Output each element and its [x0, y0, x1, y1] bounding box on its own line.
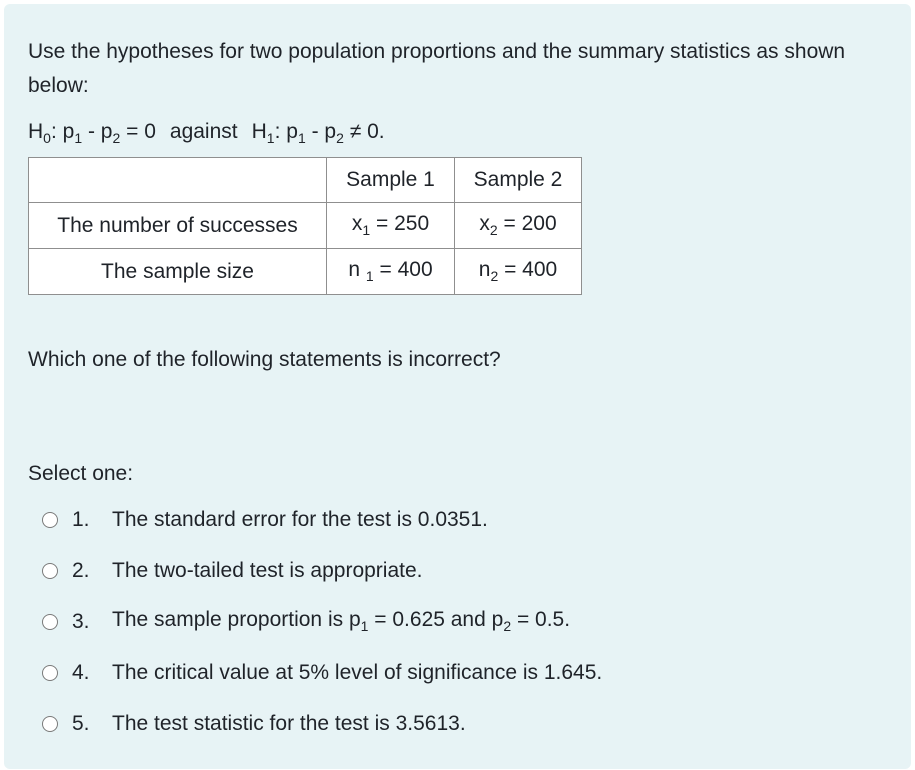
option-number: 4.: [72, 660, 90, 684]
h1-subscript: 1: [266, 130, 275, 147]
option-text[interactable]: The two-tailed test is appropriate.: [112, 558, 423, 582]
answer-option-2[interactable]: [42, 545, 842, 596]
option-subscript: 2: [503, 618, 512, 635]
option-number: 2.: [72, 558, 90, 582]
option-text-part: = 0.625 and p: [368, 608, 504, 632]
table-cell: [455, 249, 582, 295]
cell-subscript: 1: [362, 222, 371, 239]
summary-statistics-table: [28, 157, 582, 295]
table-header-cell: Sample 2: [455, 158, 582, 203]
table-header-row: [29, 158, 582, 203]
cell-value: = 400: [373, 258, 433, 282]
h0-text: : p: [50, 120, 75, 143]
cell-value: = 250: [370, 212, 430, 236]
h1-text: ≠ 0.: [343, 120, 385, 143]
table-row: [29, 203, 582, 249]
option-text[interactable]: [112, 608, 570, 634]
table-header-cell: Sample 1: [327, 158, 455, 203]
cell-subscript: 2: [490, 268, 499, 285]
cell-value: = 200: [497, 212, 557, 236]
question-card: [4, 4, 911, 769]
h0-text: = 0: [120, 120, 156, 143]
cell-variable: x: [479, 212, 490, 236]
h0-subscript: 0: [43, 130, 51, 147]
answer-option-1[interactable]: [42, 494, 842, 545]
select-one-label: Select one:: [28, 462, 134, 485]
cell-variable: n: [478, 258, 491, 282]
radio-button[interactable]: [42, 512, 58, 528]
table-cell: [327, 203, 455, 249]
option-text[interactable]: The critical value at 5% level of significance is 1.645.: [112, 660, 603, 684]
hypotheses: [28, 117, 385, 153]
option-text[interactable]: The test statistic for the test is 3.5613.: [112, 711, 466, 735]
h1-p1-subscript: 1: [297, 130, 306, 147]
h0-p2-subscript: 2: [112, 130, 121, 147]
answer-option-5[interactable]: [42, 698, 842, 749]
option-text-part: The sample proportion is p: [112, 608, 361, 632]
question-prompt: Which one of the following statements is incorrect?: [28, 348, 501, 371]
answer-option-3[interactable]: [42, 596, 842, 647]
option-text[interactable]: The standard error for the test is 0.0351.: [112, 507, 488, 531]
option-number: 5.: [72, 711, 90, 735]
radio-button[interactable]: [42, 716, 58, 732]
h0-p1-subscript: 1: [74, 130, 83, 147]
radio-button[interactable]: [42, 563, 58, 579]
h1-text: - p: [305, 120, 337, 143]
table-header-cell: [29, 158, 327, 203]
h0-text: - p: [82, 120, 113, 143]
option-number: 3.: [72, 609, 90, 633]
h1-label: H: [251, 120, 267, 143]
option-subscript: 1: [360, 618, 369, 635]
h1-p2-subscript: 2: [336, 130, 344, 147]
cell-subscript: 2: [489, 222, 498, 239]
cell-subscript: 1: [365, 268, 374, 285]
option-number: 1.: [72, 507, 90, 531]
radio-button[interactable]: [42, 614, 58, 630]
table-row-label: The sample size: [29, 249, 327, 295]
option-text-part: = 0.5.: [511, 608, 571, 632]
cell-value: = 400: [498, 258, 558, 282]
radio-button[interactable]: [42, 665, 58, 681]
question-intro: Use the hypotheses for two population proportions and the summary statistics as shown below:: [28, 40, 846, 97]
answer-option-4[interactable]: [42, 647, 842, 698]
table-row: [29, 249, 582, 295]
h0-label: H: [28, 120, 44, 143]
table-cell: [327, 249, 455, 295]
cell-variable: x: [351, 212, 363, 236]
table-row-label: The number of successes: [29, 203, 327, 249]
against-label: against: [169, 120, 238, 143]
table-cell: [455, 203, 582, 249]
h1-text: : p: [274, 120, 298, 143]
cell-variable: n: [348, 258, 366, 282]
answer-options: [42, 494, 842, 749]
